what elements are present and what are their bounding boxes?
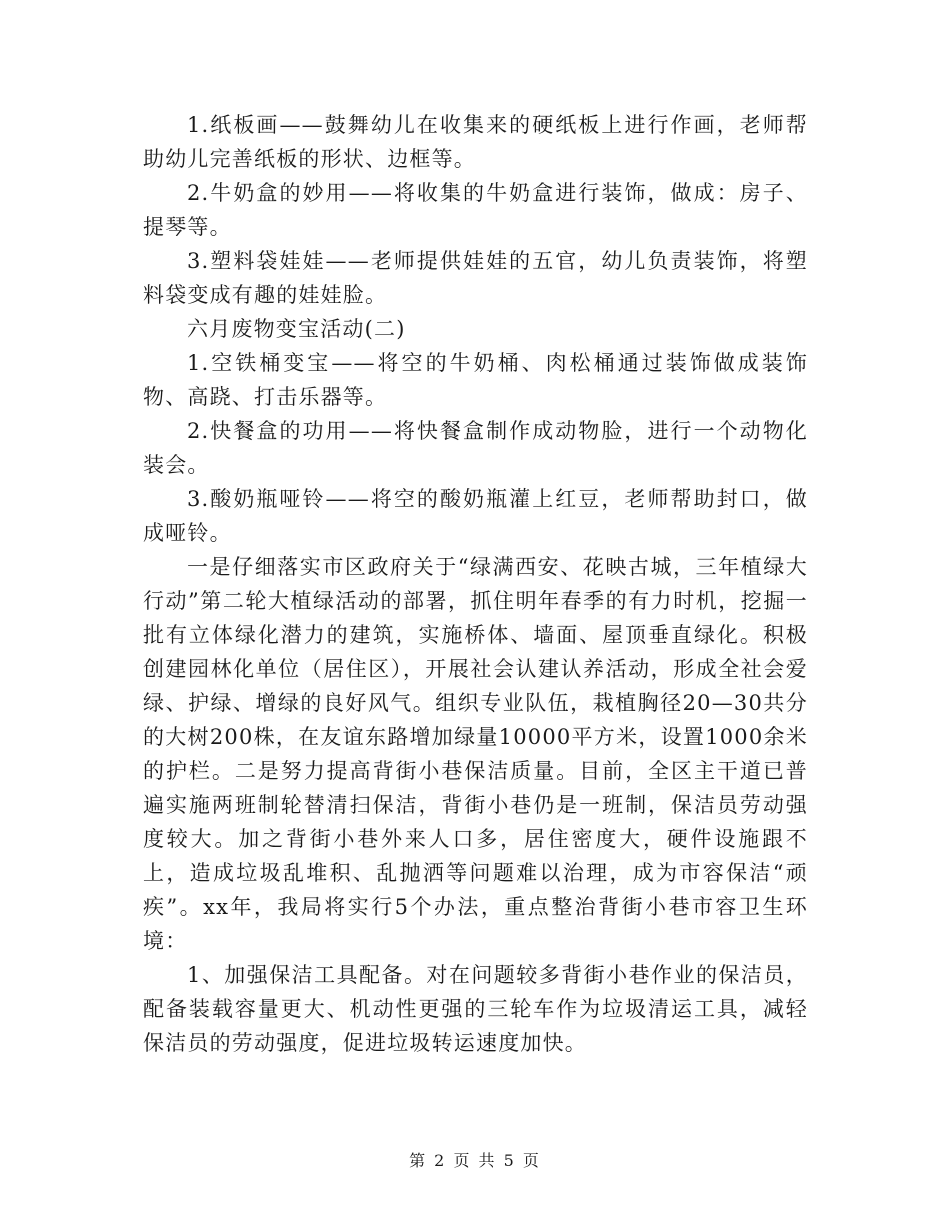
paragraph-cleaning-tools: 1、加强保洁工具配备。对在问题较多背街小巷作业的保洁员，配备装载容量更大、机动性更强的三轮车作为垃圾清运工具，减轻保洁员的劳动强度，促进垃圾转运速度加快。 xyxy=(143,963,808,1055)
page-number: 第 2 页 共 5 页 xyxy=(409,1151,541,1170)
section-heading: 六月废物变宝活动(二) xyxy=(187,317,406,341)
paragraph-fast-food-box: 2.快餐盒的功用——将快餐盒制作成动物脸，进行一个动物化装会。 xyxy=(143,419,808,477)
paragraph-milk-carton: 2.牛奶盒的妙用——将收集的牛奶盒进行装饰，做成：房子、提琴等。 xyxy=(143,181,808,239)
paragraph-iron-bucket: 1.空铁桶变宝——将空的牛奶桶、肉松桶通过装饰做成装饰物、高跷、打击乐器等。 xyxy=(143,351,808,409)
paragraph-plastic-bag-doll: 3.塑料袋娃娃——老师提供娃娃的五官，幼儿负责装饰，将塑料袋变成有趣的娃娃脸。 xyxy=(143,249,808,307)
page-footer xyxy=(0,1150,950,1172)
paragraph-yogurt-dumbbell: 3.酸奶瓶哑铃——将空的酸奶瓶灌上红豆，老师帮助封口，做成哑铃。 xyxy=(143,487,808,545)
document-body xyxy=(143,108,808,1060)
paragraph-cardboard-painting: 1.纸板画——鼓舞幼儿在收集来的硬纸板上进行作画，老师帮助幼儿完善纸板的形状、边框等。 xyxy=(143,113,808,171)
paragraph-greening-and-cleaning: 一是仔细落实市区政府关于“绿满西安、花映古城，三年植绿大行动”第二轮大植绿活动的部署，抓住明年春季的有力时机，挖掘一批有立体绿化潜力的建筑，实施桥体、墙面、屋顶垂直绿化。积极创建园林化单位（居住区），开展社会认建认养活动，形成全社会爱绿、护绿、增绿的良好风气。组织专业队伍，栽植胸径20—30共分的大树200株，在友谊东路增加绿量10000平方米，设置1000余米的护栏。二是努力提高背街小巷保洁质量。目前，全区主干道已普遍实施两班制轮替清扫保洁，背街小巷仍是一班制，保洁员劳动强度较大。加之背街小巷外来人口多，居住密度大，硬件设施跟不上，造成垃圾乱堆积、乱抛洒等问题难以治理，成为市容保洁“顽疾”。xx年，我局将实行5个办法，重点整治背街小巷市容卫生环境： xyxy=(143,555,808,953)
